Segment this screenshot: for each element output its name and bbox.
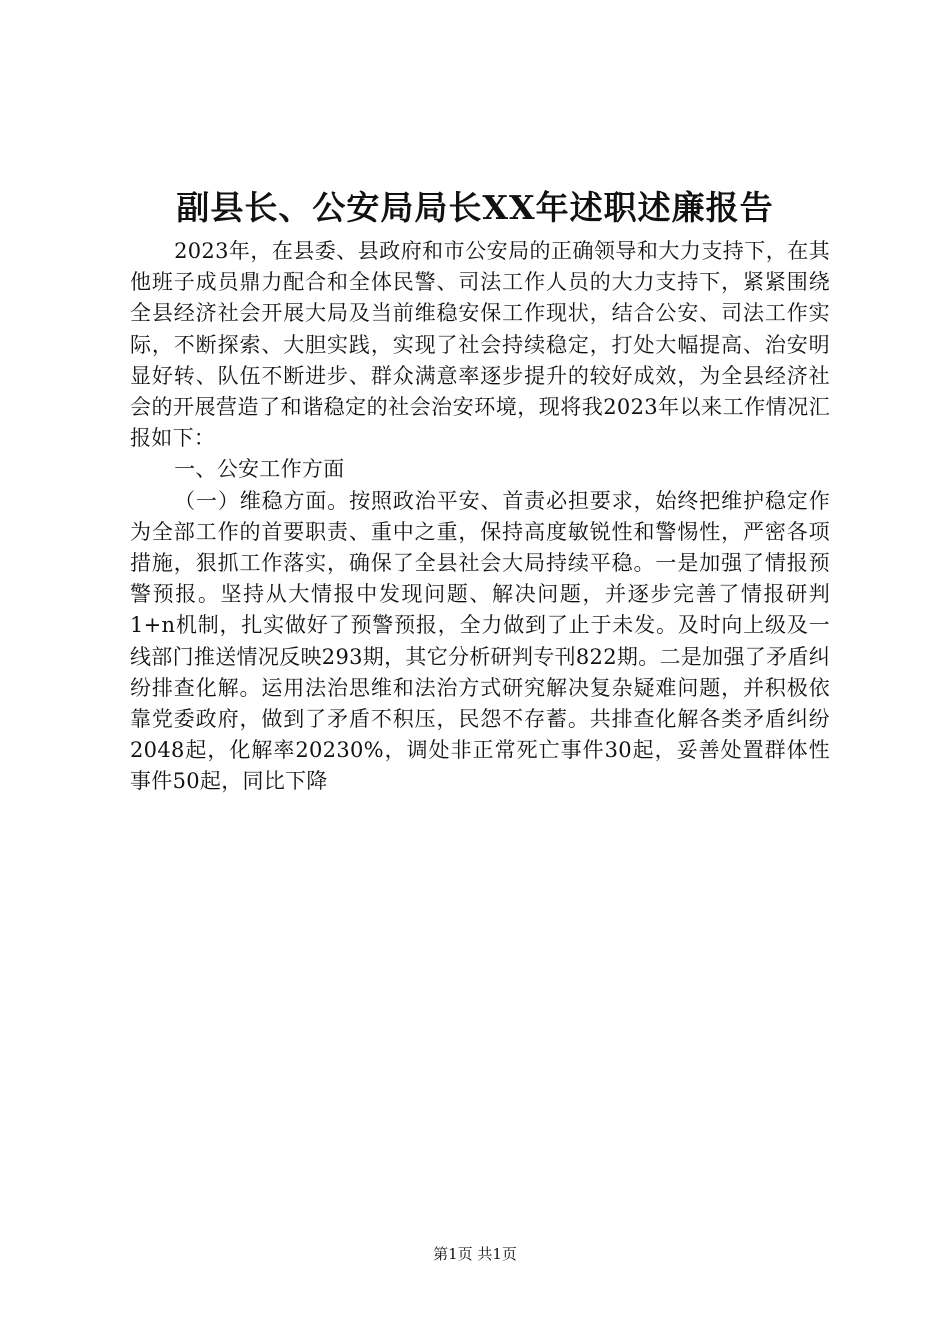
- stability-paragraph: （一）维稳方面。按照政治平安、首责必担要求，始终把维护稳定作为全部工作的首要职责、重中之重，保持高度敏锐性和警惕性，严密各项措施，狠抓工作落实，确保了全县社会大局持续平稳。一是加强了情报预警预报。坚持从大情报中发现问题、解决问题，并逐步完善了情报研判1+n机制，扎实做好了预警预报，全力做到了止于未发。及时向上级及一线部门推送情况反映293期，其它分析研判专刊822期。二是加强了矛盾纠纷排查化解。运用法治思维和法治方式研究解决复杂疑难问题，并积极依靠党委政府，做到了矛盾不积压，民怨不存蓄。共排查化解各类矛盾纠纷2048起，化解率20230%，调处非正常死亡事件30起，妥善处置群体性事件50起，同比下降: [130, 488, 830, 794]
- page-footer: 第1页 共1页: [433, 1245, 517, 1263]
- section-heading: 一、公安工作方面: [174, 457, 345, 482]
- intro-paragraph: 2023年，在县委、县政府和市公安局的正确领导和大力支持下，在其他班子成员鼎力配合和全体民警、司法工作人员的大力支持下，紧紧围绕全县经济社会开展大局及当前维稳安保工作现状，结合公安、司法工作实际，不断探索、大胆实践，实现了社会持续稳定，打处大幅提高、治安明显好转、队伍不断进步、群众满意率逐步提升的较好成效，为全县经济社会的开展营造了和谐稳定的社会治安环境，现将我2023年以来工作情况汇报如下：: [130, 239, 830, 451]
- document-body: [130, 236, 830, 798]
- document-title: 副县长、公安局局长XX年述职述廉报告: [176, 188, 774, 227]
